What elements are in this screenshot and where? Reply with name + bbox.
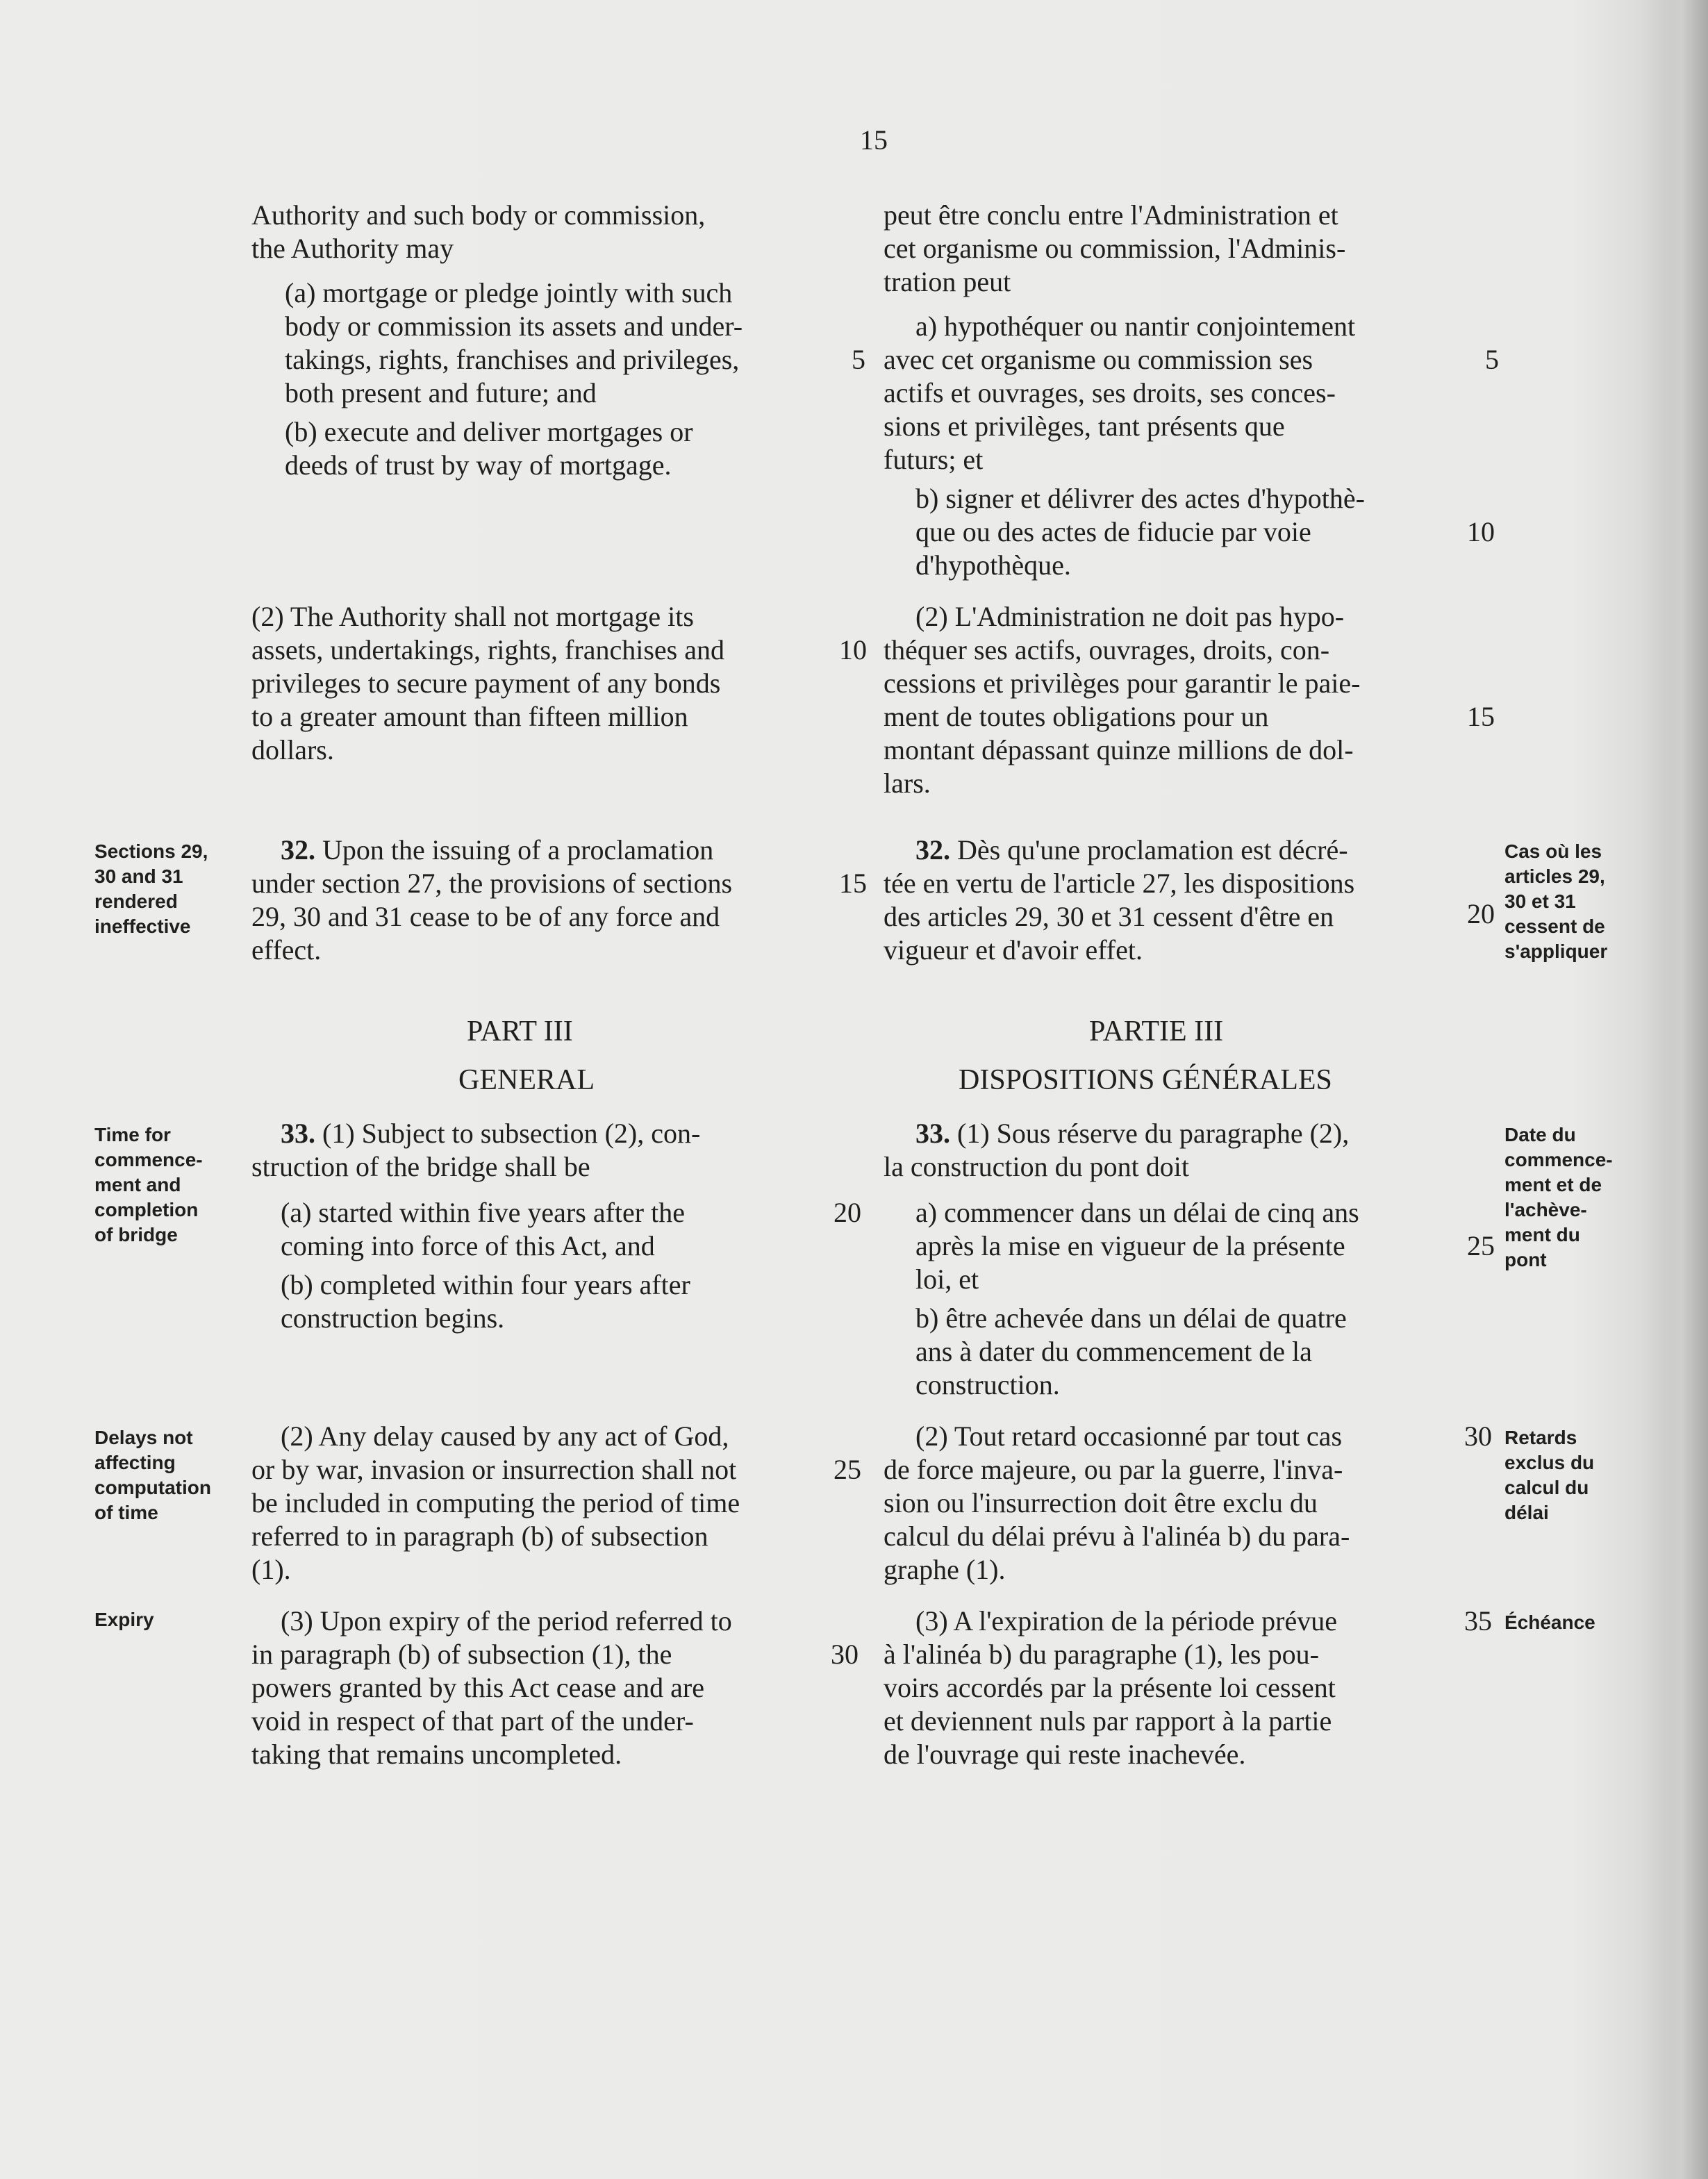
text-line: loi, et xyxy=(915,1264,979,1295)
text-line: referred to in paragraph (b) of subsection xyxy=(251,1521,708,1552)
part-heading: PART III xyxy=(467,1016,573,1047)
text-line: (3) A l'expiration de la période prévue xyxy=(915,1605,1337,1637)
text-line: both present and future; and xyxy=(285,377,597,408)
text-line: lars. xyxy=(884,768,931,799)
marginal-line: délai xyxy=(1504,1502,1549,1523)
text-line: or by war, invasion or insurrection shall not xyxy=(251,1454,737,1485)
part-heading: PARTIE III xyxy=(1089,1016,1224,1047)
text-line: (2) L'Administration ne doit pas hypo- xyxy=(915,601,1345,632)
marginal-line: ment and xyxy=(94,1174,181,1195)
marginal-line: ineffective xyxy=(94,915,191,937)
text-line: (2) Tout retard occasionné par tout cas xyxy=(915,1420,1343,1452)
text-line: to a greater amount than fifteen million xyxy=(251,701,688,732)
text-line: the Authority may xyxy=(251,233,454,264)
marginal-line: commence- xyxy=(94,1149,203,1170)
part-title: GENERAL xyxy=(458,1064,595,1096)
marginal-line: Time for xyxy=(94,1124,171,1145)
marginal-line: Échéance xyxy=(1504,1612,1595,1633)
text-line: ans à dater du commencement de la xyxy=(915,1336,1312,1367)
text-line: effect. xyxy=(251,934,322,966)
marginal-line: rendered xyxy=(94,890,178,912)
text-line: 29, 30 and 31 cease to be of any force and xyxy=(251,901,720,932)
text-line: deeds of trust by way of mortgage. xyxy=(285,449,672,481)
marginal-line: s'appliquer xyxy=(1504,941,1608,962)
marginal-line: l'achève- xyxy=(1504,1199,1587,1220)
marginal-line: affecting xyxy=(94,1452,176,1473)
text-line: actifs et ouvrages, ses droits, ses conces- xyxy=(884,377,1336,408)
section-33-line: 33. (1) Sous réserve du paragraphe (2), xyxy=(915,1118,1350,1149)
text-line: graphe (1). xyxy=(884,1554,1006,1585)
marginal-line: Delays not xyxy=(94,1427,193,1448)
text-line: body or commission its assets and under- xyxy=(285,310,743,342)
text-line: coming into force of this Act, and xyxy=(281,1230,655,1261)
text-line: a) hypothéquer ou nantir conjointement xyxy=(915,310,1356,342)
marginal-line: 30 and 31 xyxy=(94,865,183,887)
line-number: 5 xyxy=(852,344,865,375)
text-line: peut être conclu entre l'Administration et xyxy=(884,199,1338,231)
section-32-line: 32. Upon the issuing of a proclamation xyxy=(281,834,714,865)
marginal-line: pont xyxy=(1504,1249,1547,1270)
marginal-line: Expiry xyxy=(94,1609,154,1630)
text-line: be included in computing the period of time xyxy=(251,1487,740,1518)
text-line: struction of the bridge shall be xyxy=(251,1151,590,1182)
text-line: b) signer et délivrer des actes d'hypothè- xyxy=(915,483,1365,514)
text-line: (a) mortgage or pledge jointly with such xyxy=(285,277,733,308)
text-line: voirs accordés par la présente loi cessent xyxy=(884,1672,1336,1703)
line-number: 20 xyxy=(834,1197,861,1228)
text-line: après la mise en vigueur de la présente xyxy=(915,1230,1345,1261)
section-33-line: 33. (1) Subject to subsection (2), con- xyxy=(281,1118,701,1149)
marginal-line: of time xyxy=(94,1502,158,1523)
text-line: de force majeure, ou par la guerre, l'inva- xyxy=(884,1454,1343,1485)
text-line: construction. xyxy=(915,1369,1060,1400)
marginal-line: commence- xyxy=(1504,1149,1613,1170)
text-line: montant dépassant quinze millions de dol- xyxy=(884,734,1354,765)
text-line: la construction du pont doit xyxy=(884,1151,1189,1182)
text-line: sions et privilèges, tant présents que xyxy=(884,411,1285,442)
text-line: (3) Upon expiry of the period referred to xyxy=(281,1605,732,1637)
line-number: 30 xyxy=(1464,1420,1492,1452)
text-line: de l'ouvrage qui reste inachevée. xyxy=(884,1739,1246,1770)
line-number: 10 xyxy=(1467,516,1495,547)
line-number: 30 xyxy=(831,1639,859,1670)
text-line: tée en vertu de l'article 27, les dispositions xyxy=(884,868,1355,899)
marginal-line: exclus du xyxy=(1504,1452,1595,1473)
text-line: (b) completed within four years after xyxy=(281,1269,690,1300)
marginal-line: ment du xyxy=(1504,1224,1580,1245)
text-line: futurs; et xyxy=(884,444,984,475)
marginal-line: Cas où les xyxy=(1504,840,1602,862)
text-line: in paragraph (b) of subsection (1), the xyxy=(251,1639,672,1670)
text-line: b) être achevée dans un délai de quatre xyxy=(915,1302,1347,1334)
text-line: (a) started within five years after the xyxy=(281,1197,685,1228)
marginal-line: of bridge xyxy=(94,1224,178,1245)
text-line: powers granted by this Act cease and are xyxy=(251,1672,704,1703)
marginal-line: Date du xyxy=(1504,1124,1576,1145)
text-line: taking that remains uncompleted. xyxy=(251,1739,622,1770)
text-line: void in respect of that part of the under- xyxy=(251,1705,694,1737)
line-number: 15 xyxy=(839,868,867,899)
text-line: construction begins. xyxy=(281,1302,505,1334)
section-32-line: 32. Dès qu'une proclamation est décré- xyxy=(915,834,1348,865)
text-line: sion ou l'insurrection doit être exclu du xyxy=(884,1487,1318,1518)
text-line: calcul du délai prévu à l'alinéa b) du para- xyxy=(884,1521,1350,1552)
text-line: takings, rights, franchises and privileges, xyxy=(285,344,740,375)
marginal-line: articles 29, xyxy=(1504,865,1605,887)
marginal-line: cessent de xyxy=(1504,915,1605,937)
marginal-line: Retards xyxy=(1504,1427,1577,1448)
text-line: (b) execute and deliver mortgages or xyxy=(285,416,693,447)
marginal-line: completion xyxy=(94,1199,199,1220)
text-line: (1). xyxy=(251,1554,291,1585)
line-number: 10 xyxy=(839,634,867,665)
text-line: des articles 29, 30 et 31 cessent d'être en xyxy=(884,901,1334,932)
text-line: dollars. xyxy=(251,734,334,765)
text-line: privileges to secure payment of any bonds xyxy=(251,668,721,699)
marginal-line: computation xyxy=(94,1477,211,1498)
text-line: tration peut xyxy=(884,266,1011,297)
line-number: 25 xyxy=(834,1454,861,1485)
page-number: 15 xyxy=(860,124,888,156)
text-line: under section 27, the provisions of sections xyxy=(251,868,733,899)
line-number: 15 xyxy=(1467,701,1495,732)
line-number: 5 xyxy=(1485,344,1499,375)
page-edge-shadow xyxy=(1659,0,1708,2179)
marginal-line: 30 et 31 xyxy=(1504,890,1576,912)
text-line: avec cet organisme ou commission ses xyxy=(884,344,1313,375)
text-line: théquer ses actifs, ouvrages, droits, con- xyxy=(884,634,1330,665)
marginal-line: calcul du xyxy=(1504,1477,1589,1498)
text-line: cet organisme ou commission, l'Adminis- xyxy=(884,233,1346,264)
text-line: assets, undertakings, rights, franchises and xyxy=(251,634,724,665)
line-number: 35 xyxy=(1464,1605,1492,1637)
text-line: (2) Any delay caused by any act of God, xyxy=(281,1420,729,1452)
text-line: Authority and such body or commission, xyxy=(251,199,706,231)
marginal-line: Sections 29, xyxy=(94,840,208,862)
text-line: que ou des actes de fiducie par voie xyxy=(915,516,1311,547)
part-title: DISPOSITIONS GÉNÉRALES xyxy=(959,1064,1332,1096)
text-line: a) commencer dans un délai de cinq ans xyxy=(915,1197,1359,1228)
text-line: vigueur et d'avoir effet. xyxy=(884,934,1143,966)
text-line: cessions et privilèges pour garantir le paie- xyxy=(884,668,1361,699)
text-line: (2) The Authority shall not mortgage its xyxy=(251,601,694,632)
text-line: ment de toutes obligations pour un xyxy=(884,701,1269,732)
marginal-line: ment et de xyxy=(1504,1174,1602,1195)
line-number: 20 xyxy=(1467,898,1495,929)
text-line: à l'alinéa b) du paragraphe (1), les pou- xyxy=(884,1639,1319,1670)
line-number: 25 xyxy=(1467,1230,1495,1261)
text-line: d'hypothèque. xyxy=(915,549,1071,581)
text-line: et deviennent nuls par rapport à la partie xyxy=(884,1705,1332,1737)
